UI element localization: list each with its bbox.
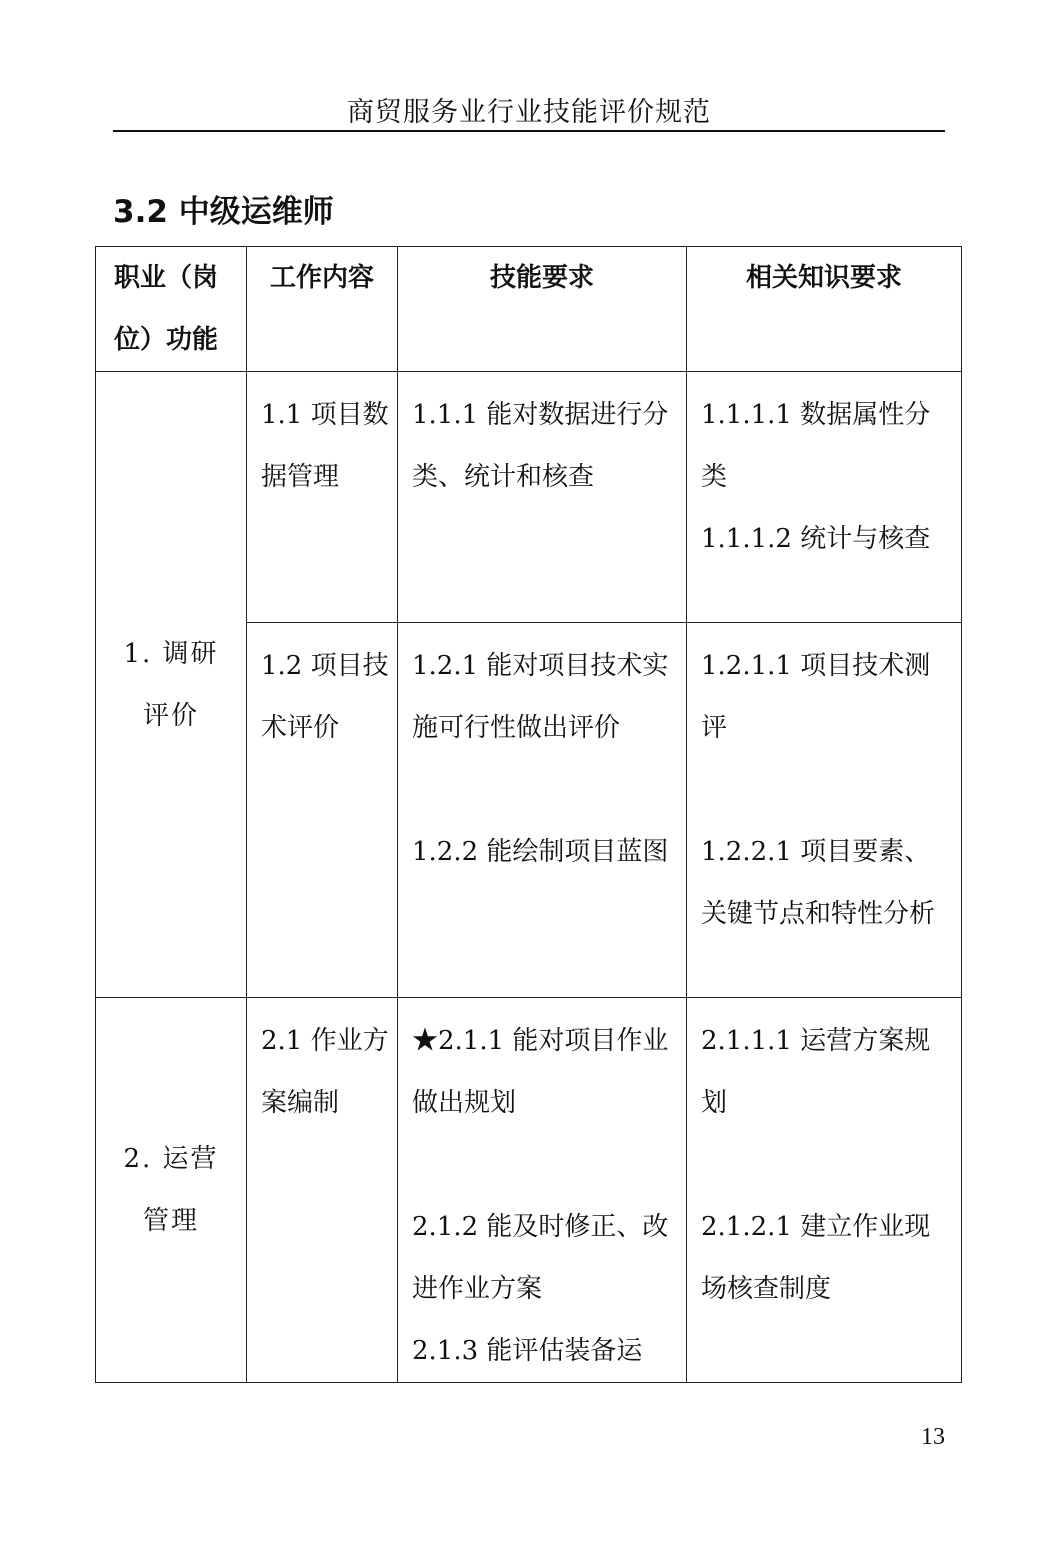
skills-cell [398, 623, 687, 998]
table-row [96, 998, 962, 1383]
work-cell: 2.1 作业方案编制 [247, 998, 398, 1383]
knowledge-item: 1.2.1.1 项目技术测评 [701, 651, 931, 743]
table-row [96, 372, 962, 623]
skill-item: 1.1.1 能对数据进行分类、统计和核查 [412, 400, 669, 492]
function-cell: 2. 运营管理 [96, 998, 247, 1383]
skills-cell [398, 372, 687, 623]
section-title: 3.2 中级运维师 [113, 194, 334, 230]
knowledge-cell [687, 623, 962, 998]
skill-item: 1.2.2 能绘制项目蓝图 [412, 837, 669, 867]
knowledge-item: 1.2.2.1 项目要素、关键节点和特性分析 [701, 837, 936, 929]
work-cell: 1.1 项目数据管理 [247, 372, 398, 623]
skill-item: 2.1.2 能及时修正、改进作业方案 [412, 1212, 669, 1304]
skill-item: 1.2.1 能对项目技术实施可行性做出评价 [412, 651, 669, 743]
knowledge-cell [687, 372, 962, 623]
knowledge-item: 2.1.1.1 运营方案规划 [701, 1026, 931, 1118]
work-cell: 1.2 项目技术评价 [247, 623, 398, 998]
skills-table [95, 246, 962, 1383]
header-knowledge: 相关知识要求 [687, 247, 962, 372]
skill-item: 2.1.3 能评估装备运 [412, 1336, 643, 1366]
knowledge-item: 2.1.2.1 建立作业现场核查制度 [701, 1212, 931, 1304]
knowledge-cell [687, 998, 962, 1383]
header-work: 工作内容 [247, 247, 398, 372]
knowledge-item: 1.1.1.1 数据属性分类 [701, 400, 931, 492]
page-number: 13 [921, 1424, 945, 1450]
knowledge-item: 1.1.1.2 统计与核查 [701, 524, 931, 554]
header-function: 职业（岗位）功能 [96, 247, 247, 372]
table-header-row [96, 247, 962, 372]
skill-item: ★2.1.1 能对项目作业做出规划 [412, 1026, 669, 1118]
skills-cell [398, 998, 687, 1383]
header-rule [113, 130, 945, 132]
header-skills: 技能要求 [398, 247, 687, 372]
running-header: 商贸服务业行业技能评价规范 [347, 97, 711, 128]
function-cell: 1. 调研评价 [96, 372, 247, 998]
